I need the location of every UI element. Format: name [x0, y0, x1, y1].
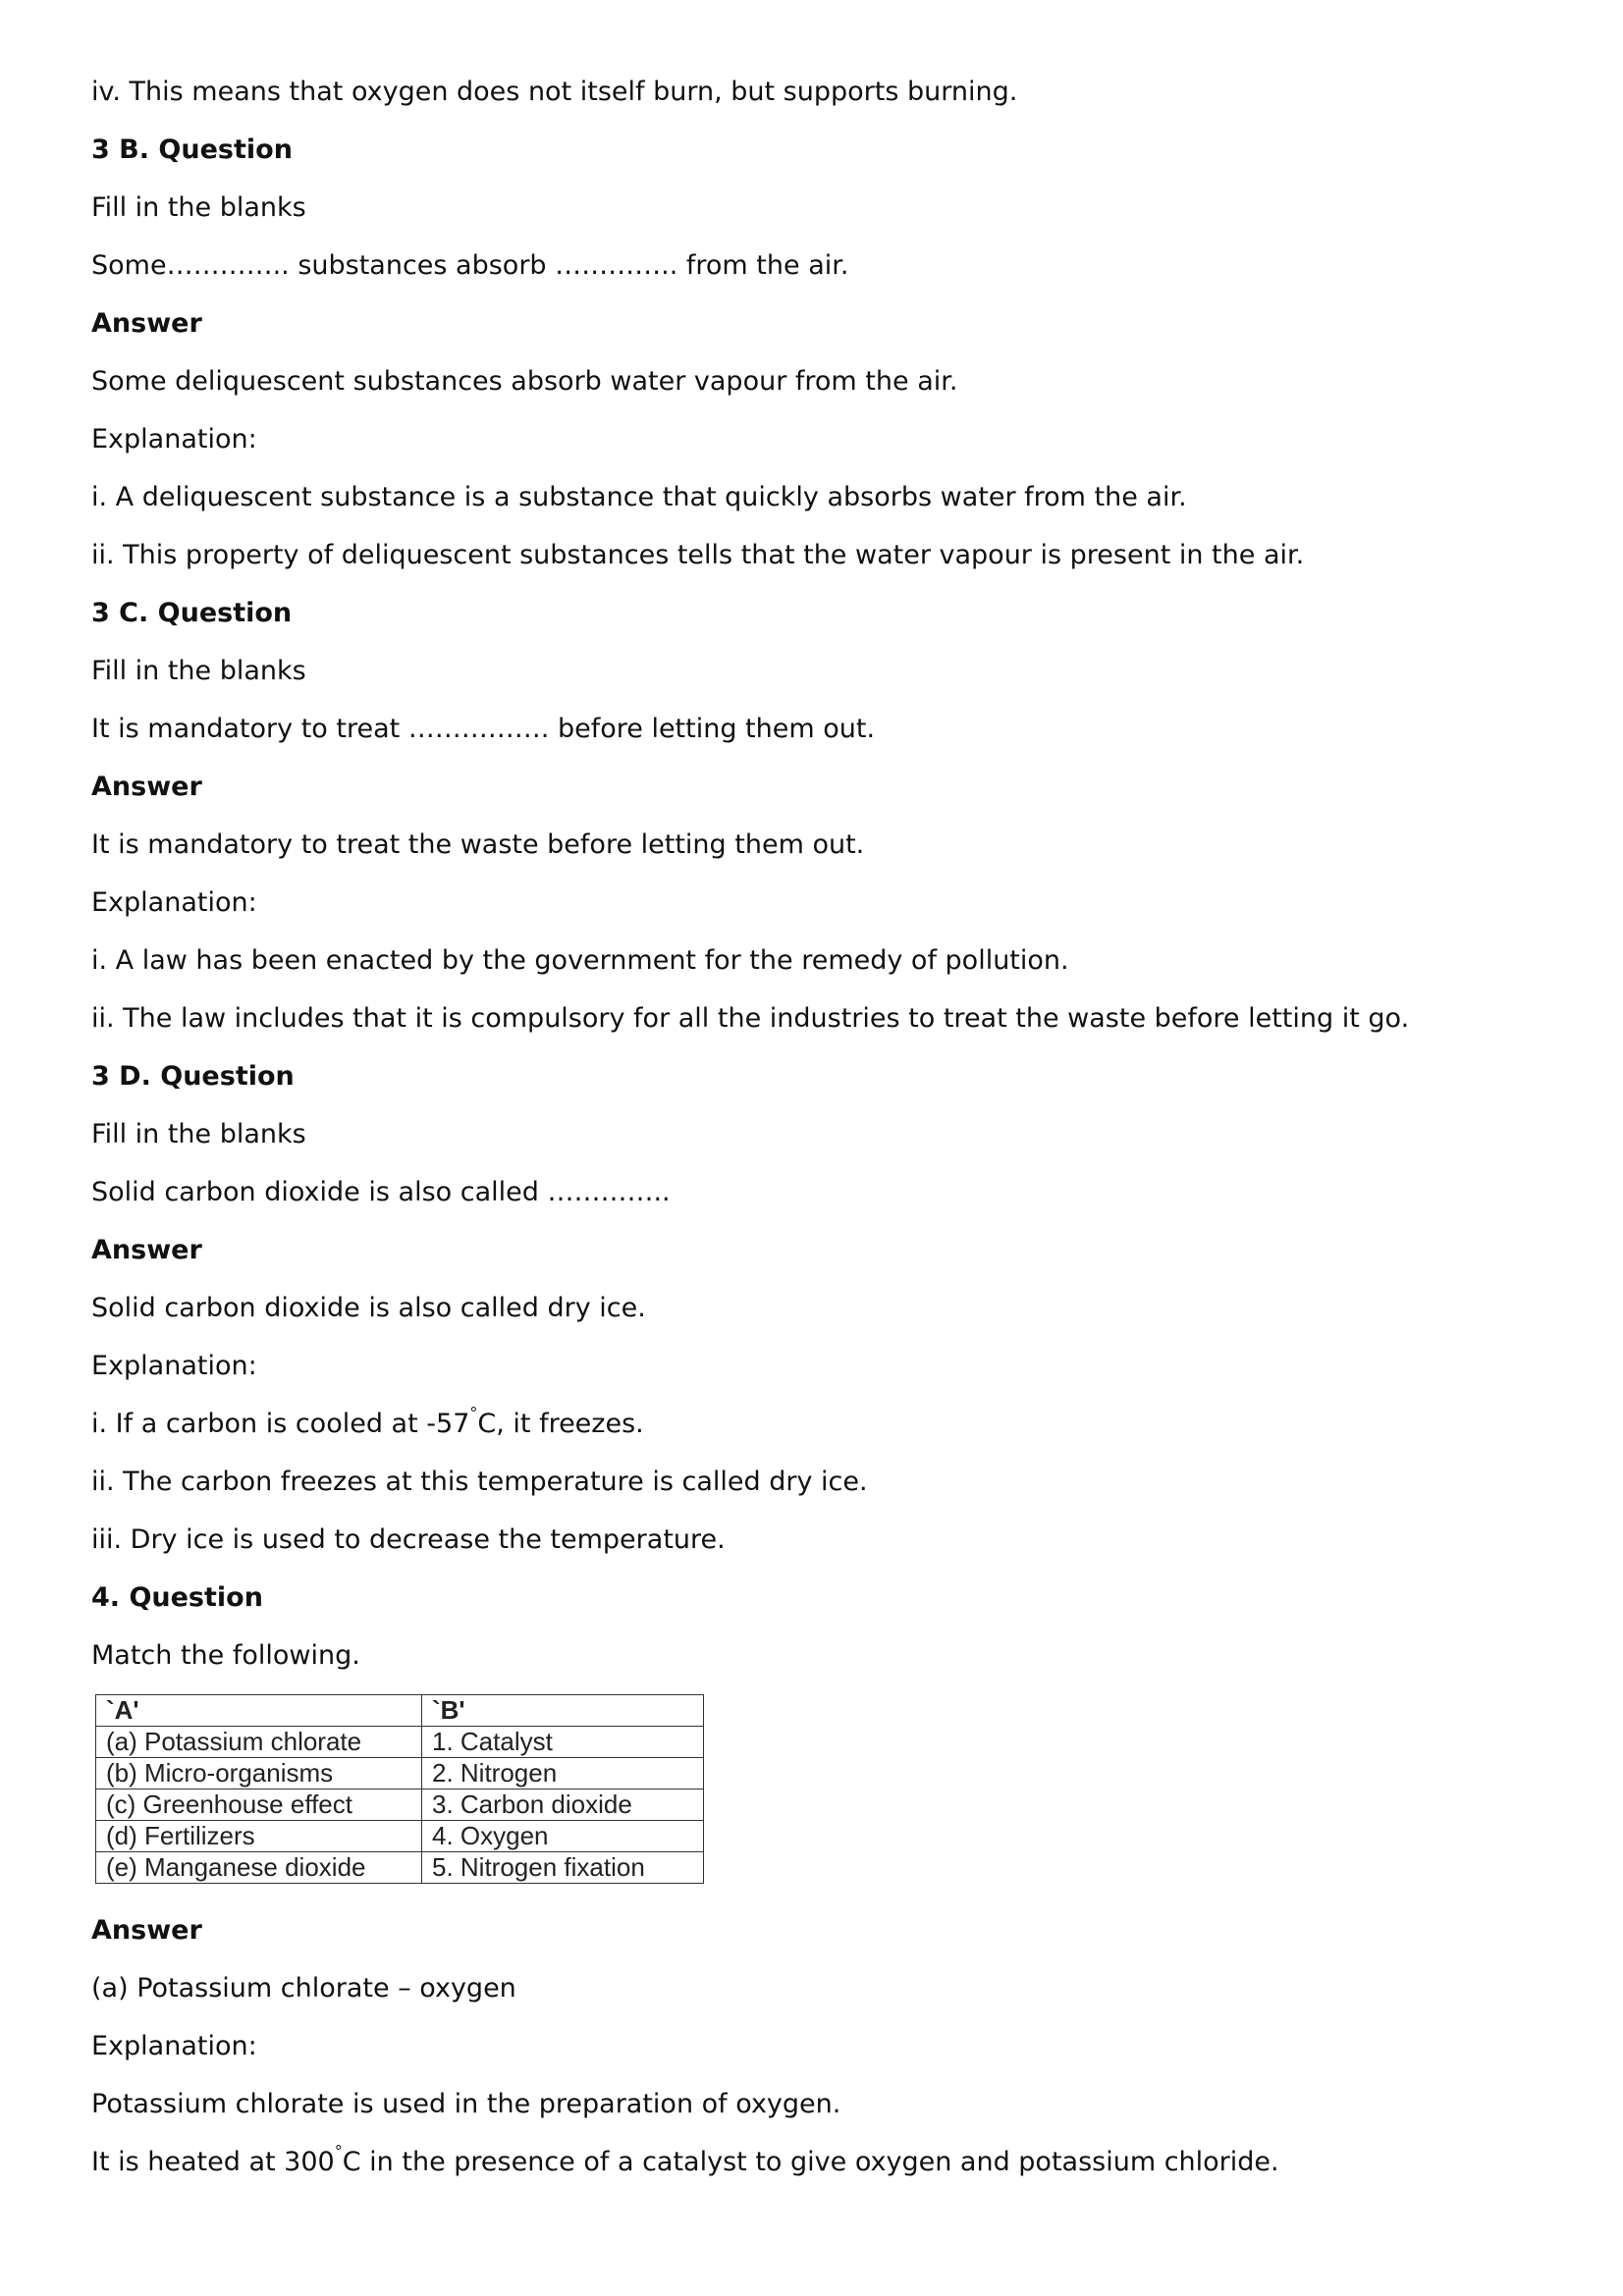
- column-b-cell: 3. Carbon dioxide: [422, 1789, 704, 1821]
- degree-symbol: °: [334, 2142, 343, 2161]
- freeze-line-text: i. If a carbon is cooled at -57: [91, 1409, 470, 1439]
- text-block-2: [91, 1463, 1544, 1676]
- heated-line-text-end: C in the presence of a catalyst to give oxygen and potassium chloride.: [342, 2147, 1279, 2177]
- paragraph-solid-carbon-dioxide-is-also-called: Solid carbon dioxide is also called …………..: [91, 1177, 671, 1207]
- answer-heading: Answer: [91, 308, 202, 339]
- table-row: [96, 1821, 704, 1852]
- answer-heading: Answer: [91, 1915, 202, 1946]
- paragraph-ii-this-property-of-deliquescent-substan: ii. This property of deliquescent substances tells that the water vapour is present in the air.: [91, 540, 1305, 570]
- table-row: [96, 1727, 704, 1758]
- text-block-1: [91, 73, 1544, 1386]
- paragraph-i-a-law-has-been-enacted-by-the-governme: i. A law has been enacted by the government for the remedy of pollution.: [91, 945, 1069, 976]
- explanation-label: Explanation:: [91, 2031, 257, 2061]
- heated-temperature-line: [91, 2143, 1544, 2182]
- explanation-label: Explanation:: [91, 1351, 257, 1381]
- answer-heading: Answer: [91, 772, 202, 802]
- column-a-cell: (e) Manganese dioxide: [96, 1852, 422, 1884]
- explanation-label: Explanation:: [91, 887, 257, 918]
- table-row: [96, 1789, 704, 1821]
- paragraph-some-substances-absorb-from-the-air: Some………….. substances absorb ………….. from the air.: [91, 250, 849, 281]
- column-a-header: `A': [96, 1695, 422, 1727]
- question-heading: 3 B. Question: [91, 134, 293, 165]
- column-b-cell: 5. Nitrogen fixation: [422, 1852, 704, 1884]
- question-heading: 3 C. Question: [91, 598, 293, 628]
- document-page: [91, 73, 1544, 2201]
- column-a-cell: (c) Greenhouse effect: [96, 1789, 422, 1821]
- freeze-temperature-line: [91, 1405, 1544, 1444]
- paragraph-some-deliquescent-substances-absorb-wate: Some deliquescent substances absorb water vapour from the air.: [91, 366, 958, 397]
- column-b-cell: 4. Oxygen: [422, 1821, 704, 1852]
- column-b-cell: 2. Nitrogen: [422, 1758, 704, 1789]
- column-a-cell: (a) Potassium chlorate: [96, 1727, 422, 1758]
- column-b-cell: 1. Catalyst: [422, 1727, 704, 1758]
- column-b-header: `B': [422, 1695, 704, 1727]
- question-heading: 4. Question: [91, 1582, 263, 1613]
- paragraph-fill-in-the-blanks: Fill in the blanks: [91, 656, 306, 686]
- degree-symbol: °: [469, 1404, 478, 1422]
- paragraph-fill-in-the-blanks: Fill in the blanks: [91, 1119, 306, 1149]
- match-table-header-row: [96, 1695, 704, 1727]
- paragraph-it-is-mandatory-to-treat-before-letting-: It is mandatory to treat ……………. before letting them out.: [91, 714, 876, 744]
- explanation-label: Explanation:: [91, 424, 257, 454]
- paragraph-i-a-deliquescent-substance-is-a-substanc: i. A deliquescent substance is a substance that quickly absorbs water from the air.: [91, 482, 1187, 512]
- paragraph-ii-the-carbon-freezes-at-this-temperatur: ii. The carbon freezes at this temperature is called dry ice.: [91, 1467, 868, 1497]
- freeze-line-text-end: C, it freezes.: [477, 1409, 644, 1439]
- paragraph-solid-carbon-dioxide-is-also-called-dry-: Solid carbon dioxide is also called dry ice.: [91, 1293, 646, 1323]
- paragraph-ii-the-law-includes-that-it-is-compulsor: ii. The law includes that it is compulsory for all the industries to treat the waste before letting it go.: [91, 1003, 1410, 1034]
- question-heading: 3 D. Question: [91, 1061, 295, 1092]
- heated-line-text: It is heated at 300: [91, 2147, 335, 2177]
- table-row: [96, 1852, 704, 1884]
- text-block-3: [91, 1911, 1544, 2124]
- column-a-cell: (b) Micro-organisms: [96, 1758, 422, 1789]
- paragraph-iv-this-means-that-oxygen-does-not-itsel: iv. This means that oxygen does not itself burn, but supports burning.: [91, 77, 1018, 107]
- paragraph-fill-in-the-blanks: Fill in the blanks: [91, 192, 306, 223]
- paragraph-iii-dry-ice-is-used-to-decrease-the-temp: iii. Dry ice is used to decrease the temperature.: [91, 1524, 726, 1555]
- match-table: [95, 1694, 704, 1884]
- paragraph-a-potassium-chlorate-oxygen: (a) Potassium chlorate – oxygen: [91, 1973, 516, 2003]
- table-row: [96, 1758, 704, 1789]
- paragraph-potassium-chlorate-is-used-in-the-prepar: Potassium chlorate is used in the preparation of oxygen.: [91, 2089, 841, 2119]
- answer-heading: Answer: [91, 1235, 202, 1265]
- column-a-cell: (d) Fertilizers: [96, 1821, 422, 1852]
- paragraph-match-the-following: Match the following.: [91, 1640, 360, 1671]
- paragraph-it-is-mandatory-to-treat-the-waste-befor: It is mandatory to treat the waste before letting them out.: [91, 829, 865, 860]
